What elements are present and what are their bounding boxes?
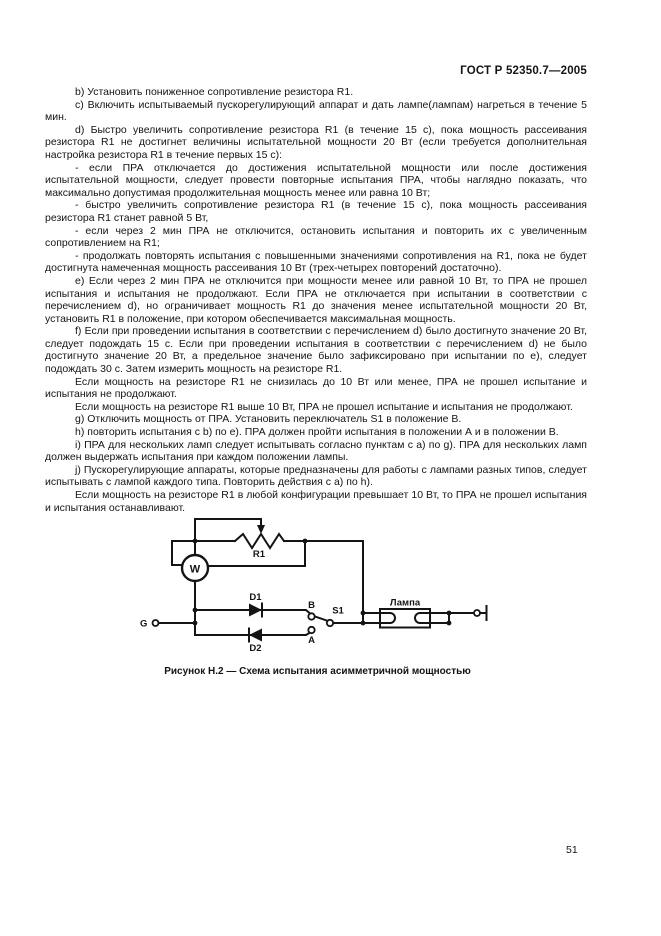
wattmeter (172, 519, 305, 635)
switch-s1 (308, 600, 363, 646)
diode-d1 (195, 592, 310, 617)
body-paragraph: b) Установить пониженное сопротивление резистора R1. (75, 86, 354, 98)
body-paragraph: f) Если при проведении испытания в соответствии с перечислением d) было достигнуто значение 20 Вт, следует подождать 15 с. Если при проведении испытания в соответствии с перечислением d) не было достигнуто значение 20 Вт, а предельное значение было зафиксировано при испытании по e), следует подождать 30 с. Затем измерить мощность на резисторе R1. (45, 325, 587, 376)
document-header: ГОСТ Р 52350.7—2005 (460, 65, 587, 77)
body-paragraph: Если мощность на резисторе R1 в любой конфигурации превышает 10 Вт, то ПРА не прошел испытания и испытания останавливают. (45, 489, 587, 514)
body-paragraph: h) повторить испытания с b) по e). ПРА должен пройти испытания в положении А и в положении В. (75, 426, 559, 439)
diode-d1-label: D1 (249, 592, 262, 603)
resistor-zigzag-icon (235, 534, 284, 548)
body-text-block (45, 86, 587, 514)
contact-b-icon (308, 613, 314, 619)
terminal-g (140, 619, 195, 630)
lamp (363, 598, 449, 628)
body-paragraph: - если через 2 мин ПРА не отключится, остановить испытания и повторить их с увеличенным сопротивлением на R1; (45, 224, 587, 250)
resistor-label: R1 (252, 549, 266, 560)
body-paragraph: - быстро увеличить сопротивление резистора R1 (в течение 15 с), пока мощность рассеивания резистора R1 станет равной 5 Вт, (45, 199, 587, 224)
output-terminal (449, 606, 487, 620)
rheostat-wiper-link (195, 519, 265, 534)
diode-d1-icon (249, 604, 262, 617)
circuit-diagram-svg (130, 500, 505, 675)
body-paragraph: g) Отключить мощность от ПРА. Установить переключатель S1 в положение В. (75, 413, 462, 426)
body-paragraph: c) Включить испытываемый пускорегулирующий аппарат и дать лампе(лампам) нагреться в течение 5 мин. (45, 98, 587, 124)
figure-caption: Рисунок Н.2 — Схема испытания асимметричной мощностью (164, 666, 471, 677)
body-paragraph: Если мощность на резисторе R1 не снизилась до 10 Вт или менее, ПРА не прошел испытание и испытания не продолжают. (45, 375, 587, 401)
circuit-figure (130, 500, 505, 675)
wattmeter-left-loop (172, 541, 182, 565)
body-paragraph: - продолжать повторять испытания с повышенными значениями сопротивления на R1, пока не будет достигнута намеченная мощность рассеивания 10 Вт (трех-четырех повторений достаточно). (45, 249, 587, 275)
contact-b-label: B (308, 600, 315, 611)
lamp-body-icon (380, 609, 430, 628)
contact-a-label: A (308, 635, 315, 646)
diode-d2 (195, 629, 310, 655)
body-paragraph: Если мощность на резисторе R1 выше 10 Вт, ПРА не прошел испытание и испытания не продолжают. (75, 400, 573, 413)
body-paragraph: e) Если через 2 мин ПРА не отключится при мощности менее или равной 10 Вт, то ПРА не прошел испытания и испытания не продолжают. Если ПРА не отключается при испытании в соответствии с перечислением d), но ограничивает мощность R1 до значения менее испытательной мощности 20 Вт, установить R1 в положение, при котором обеспечивается максимальная мощность. (45, 274, 587, 325)
body-paragraph: i) ПРА для нескольких ламп следует испытывать согласно пунктам с a) по g). ПРА для нескольких ламп должен выдержать испытания при каждом положении лампы. (45, 438, 587, 464)
contact-a-icon (308, 627, 314, 633)
body-paragraph: - если ПРА отключается до достижения испытательной мощности или после достижения испытательной мощности, следует провести повторные испытания ПРА, чтобы наглядно показать, что максимально допустимая продолжительная мощность менее или равна 10 Вт; (45, 161, 587, 199)
body-paragraph: d) Быстро увеличить сопротивление резистора R1 (в течение 15 с), пока мощность рассеивания резистора R1 не достигнет величины испытательной мощности 20 Вт (если требуется дополнительная настройка резистора R1 в течение первых 15 с): (45, 123, 587, 161)
switch-s1-label: S1 (332, 605, 344, 617)
terminal-g-label: G (140, 618, 148, 630)
lamp-label: Лампа (389, 597, 421, 609)
page-number: 51 (566, 844, 578, 856)
switch-arm (315, 617, 327, 621)
body-paragraph: j) Пускорегулирующие аппараты, которые предназначены для работы с лампами разных типов, следует испытывать с лампой каждого типа. Повторить действия с a) по h). (45, 463, 587, 489)
diode-d2-icon (249, 629, 262, 642)
wattmeter-label: W (189, 563, 201, 576)
diode-d2-label: D2 (249, 643, 262, 654)
